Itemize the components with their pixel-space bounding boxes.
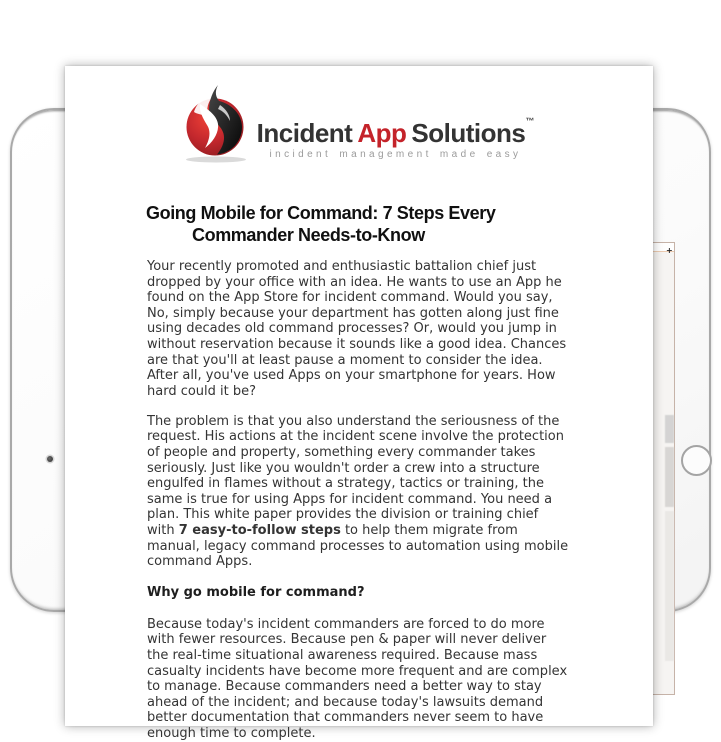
screen-content-smudge xyxy=(665,447,674,507)
paragraph-line: plan. This white paper provides the division or training chief xyxy=(147,507,539,523)
brand-word-app: App xyxy=(357,118,407,148)
screen-toolbar-right-glyph: + xyxy=(666,246,673,255)
paragraph-line: of people and property, something every commander takes xyxy=(147,445,536,461)
brand-logo-text xyxy=(257,85,535,160)
paragraph-line: dropped by your office with an idea. He wants to use an App he xyxy=(147,274,562,290)
paragraph-line: without reservation because it sounds like a good idea. Chances xyxy=(147,336,567,352)
brand-word-incident: Incident xyxy=(256,118,353,148)
brand-word-solutions: Solutions xyxy=(411,118,526,148)
paragraph-line: hard could it be? xyxy=(147,383,257,399)
paragraph-line: the real-time situational awareness required. Because mass xyxy=(147,648,538,664)
paragraph-line: with fewer resources. Because pen & paper will never deliver xyxy=(147,632,547,648)
paragraph-line: Your recently promoted and enthusiastic battalion chief just xyxy=(147,259,537,274)
section-heading: Why go mobile for command? xyxy=(147,584,365,600)
screen-content-smudge xyxy=(665,511,674,661)
paragraph-line: After all, you've used Apps on your smartphone for years. How xyxy=(147,368,556,384)
flame-icon xyxy=(184,85,250,167)
paragraph-line: request. His actions at the incident scene involve the protection xyxy=(147,429,564,445)
trademark-symbol: ™ xyxy=(525,116,535,126)
page-title xyxy=(146,202,495,246)
screen-content-smudge xyxy=(665,415,674,443)
paragraph-line: command Apps. xyxy=(147,554,253,570)
page-title-line2: Commander Needs-to-Know xyxy=(192,225,425,245)
paragraph-line: manual, legacy command processes to automation using mobile xyxy=(147,538,569,554)
brand-tagline: incident management made easy xyxy=(269,149,522,160)
body-copy xyxy=(147,259,617,742)
paragraph-line: The problem is that you also understand the seriousness of the xyxy=(147,413,560,429)
brand-name xyxy=(257,118,535,148)
paragraph-line: engulfed in flames without a strategy, tactics or training, the xyxy=(147,476,544,492)
line-prefix: with xyxy=(147,523,179,538)
paragraph-line: Because today's incident commanders are forced to do more xyxy=(147,616,545,632)
paragraph-line: found on the App Store for incident command. Would you say, xyxy=(147,290,553,306)
page-title-line1: Going Mobile for Command: 7 Steps Every xyxy=(146,203,496,223)
paragraph-line: enough time to complete. xyxy=(147,726,316,742)
whitepaper-page xyxy=(65,66,653,742)
paragraph-line: to manage. Because commanders need a better way to stay xyxy=(147,679,542,695)
paragraph-line: ahead of the incident; and because today's lawsuits demand xyxy=(147,694,544,710)
tablet-camera-icon xyxy=(47,456,53,462)
line-suffix: to help them migrate from xyxy=(340,523,518,538)
paragraph-line: No, simply because your department has gotten along just fine xyxy=(147,305,559,321)
paragraph-2 xyxy=(147,414,617,570)
bold-phrase: 7 easy-to-follow steps xyxy=(178,523,341,538)
paragraph-line: casualty incidents have become more frequent and are complex xyxy=(147,663,568,679)
paragraph-line: seriously. Just like you wouldn't order a crew into a structure xyxy=(147,460,540,476)
paragraph-line: better documentation that commanders never seem to have xyxy=(147,710,544,726)
paragraph-line: same is true for using Apps for incident command. You need a xyxy=(147,491,553,507)
tablet-home-button xyxy=(681,445,712,476)
paragraph-line: using decades old command processes? Or, would you jump in xyxy=(147,321,557,337)
paragraph-line-with-bold xyxy=(147,523,617,539)
paragraph-line: are that you'll at least pause a moment to consider the idea. xyxy=(147,352,543,368)
brand-logo xyxy=(65,85,653,167)
paragraph-3 xyxy=(147,617,617,742)
paragraph-1 xyxy=(147,259,617,399)
